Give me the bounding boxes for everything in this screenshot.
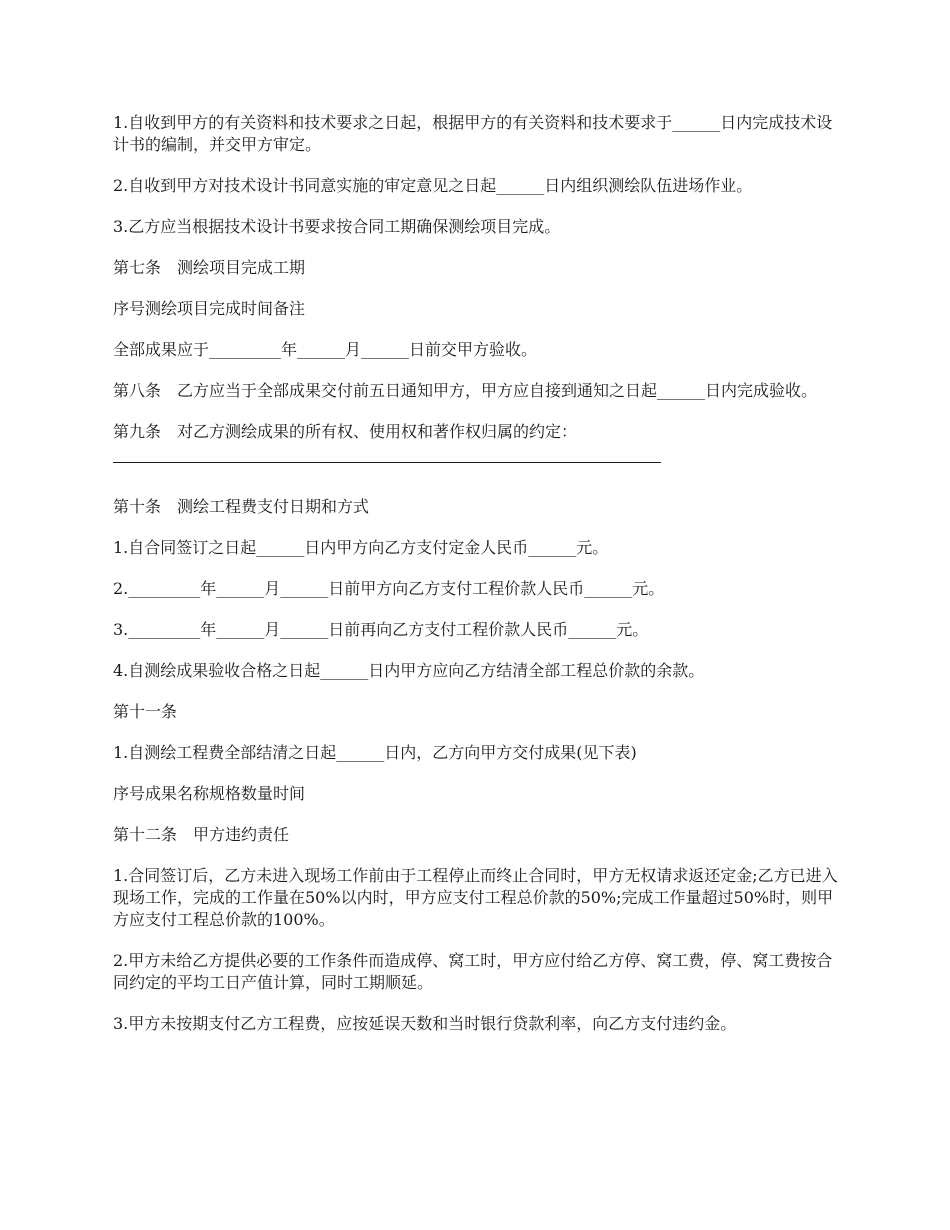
clause-10-heading: 第十条 测绘工程费支付日期和方式 <box>113 497 370 516</box>
clause-12-item-2: 2.甲方未给乙方提供必要的工作条件而造成停、窝工时，甲方应付给乙方停、窝工费，停、窝工费按合同约定的平均工日产值计算，同时工期顺延。 <box>113 951 833 992</box>
deliverables-table-header: 序号成果名称规格数量时间 <box>113 784 306 803</box>
clause-10-item-3: 3._________年______月______日前再向乙方支付工程价款人民币______元。 <box>113 620 649 639</box>
clause-7-item-1: 1.自收到甲方的有关资料和技术要求之日起，根据甲方的有关资料和技术要求于______日内完成技术设计书的编制，并交甲方审定。 <box>113 113 833 154</box>
clause-8: 第八条 乙方应当于全部成果交付前五日通知甲方，甲方应自接到通知之日起______日内完成验收。 <box>113 381 818 400</box>
document-page <box>113 112 848 1054</box>
clause-7-item-2: 2.自收到甲方对技术设计书同意实施的审定意见之日起______日内组织测绘队伍进场作业。 <box>113 176 753 195</box>
clause-10-item-2: 2._________年______月______日前甲方向乙方支付工程价款人民币______元。 <box>113 579 665 598</box>
clause-7-heading: 第七条 测绘项目完成工期 <box>113 258 306 277</box>
schedule-table-header: 序号测绘项目完成时间备注 <box>113 299 306 318</box>
delivery-deadline: 全部成果应于_________年______月______日前交甲方验收。 <box>113 340 538 359</box>
clause-9: 第九条 对乙方测绘成果的所有权、使用权和著作权归属的约定： <box>113 422 578 441</box>
clause-11-item-1: 1.自测绘工程费全部结清之日起______日内，乙方向甲方交付成果(见下表) <box>113 743 637 762</box>
clause-11-heading: 第十一条 <box>113 702 178 721</box>
clause-12-heading: 第十二条 甲方违约责任 <box>113 825 290 844</box>
clause-10-item-4: 4.自测绘成果验收合格之日起______日内甲方应向乙方结清全部工程总价款的余款。 <box>113 661 705 680</box>
clause-12-item-1: 1.合同签订后，乙方未进入现场工作前由于工程停止而终止合同时，甲方无权请求返还定金;乙方已进入现场工作，完成的工作量在50%以内时，甲方应支付工程总价款的50%;完成工作量超过50%时，则甲方应支付工程总价款的100%。 <box>113 866 838 929</box>
blank-fill-line <box>113 462 661 463</box>
clause-7-item-3: 3.乙方应当根据技术设计书要求按合同工期确保测绘项目完成。 <box>113 217 561 236</box>
clause-12-item-3: 3.甲方未按期支付乙方工程费，应按延误天数和当时银行贷款利率，向乙方支付违约金。 <box>113 1014 737 1033</box>
clause-10-item-1: 1.自合同签订之日起______日内甲方向乙方支付定金人民币______元。 <box>113 538 609 557</box>
